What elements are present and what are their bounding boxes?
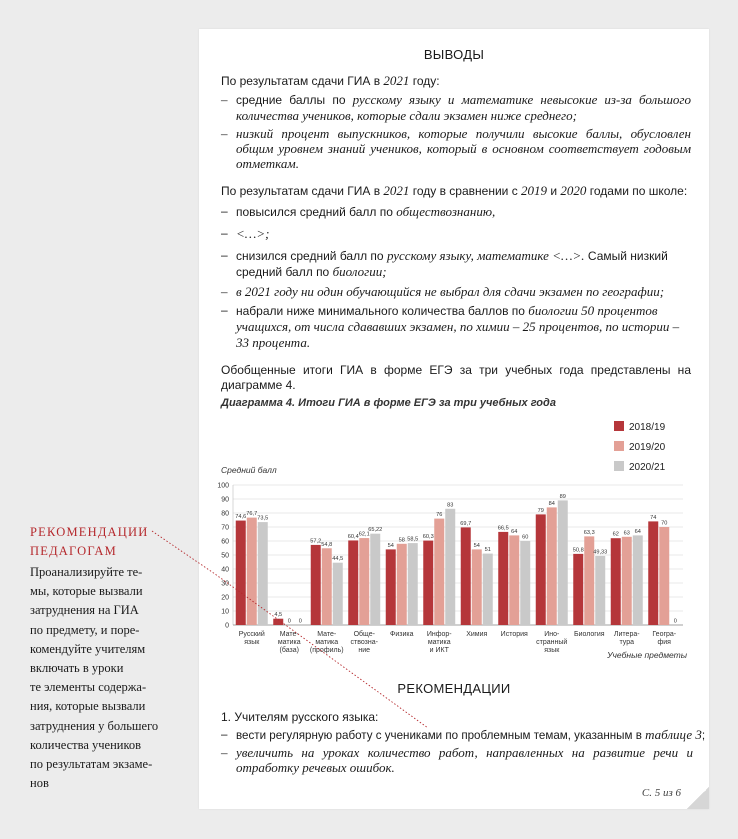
conclusions-summary: Обобщенные итоги ГИА в форме ЕГЭ за три учебных года представлены на диаграмме 4. <box>221 363 691 392</box>
data-label: 51 <box>484 547 491 554</box>
data-label: 65,22 <box>368 527 383 534</box>
y-tick-label: 60 <box>221 538 229 546</box>
intro2-p3: и <box>547 184 561 198</box>
x-tick-label: Биология <box>573 631 605 638</box>
intro1-year: 2021 <box>383 73 410 88</box>
x-tick-label: язык <box>244 639 260 646</box>
sidebar-text-line: по результатам экзаме- <box>30 757 153 772</box>
bar <box>472 549 482 625</box>
bar <box>247 518 257 625</box>
y-tick-label: 30 <box>221 580 229 588</box>
bar <box>236 521 246 625</box>
y-tick-label: 40 <box>221 566 229 574</box>
item-italic: таблице 3 <box>645 727 702 742</box>
bar <box>558 500 568 625</box>
data-label: 69,7 <box>460 520 472 527</box>
page-fold-corner <box>687 787 709 809</box>
sidebar-text-line: мы, которые вызвали <box>30 584 143 599</box>
sidebar-title-line: ПЕДАГОГАМ <box>30 544 117 558</box>
data-label: 74 <box>650 514 657 521</box>
x-tick-label: странный <box>536 639 568 646</box>
legend-label: 2020/21 <box>629 462 666 473</box>
legend-label: 2019/20 <box>629 442 666 453</box>
intro2-p2: году в сравнении с <box>409 184 522 198</box>
x-tick-label: фия <box>657 639 671 646</box>
data-label: 54 <box>473 542 480 549</box>
list-item <box>221 303 691 351</box>
y-tick-label: 70 <box>221 524 229 532</box>
item-pre: набрали ниже минимального количества баллов по <box>236 304 529 318</box>
recommendations-block <box>221 710 706 775</box>
x-tick-label: матика <box>277 639 301 646</box>
bar <box>595 556 605 625</box>
legend-label: 2018/19 <box>629 422 666 433</box>
bar <box>322 548 332 625</box>
x-tick-label: тура <box>619 639 634 646</box>
list-item <box>221 248 691 280</box>
data-label: 63 <box>623 530 630 537</box>
intro2-y2: 2019 <box>521 183 548 198</box>
list-item <box>221 226 691 242</box>
chart-caption: Диаграмма 4. Итоги ГИА в форме ЕГЭ за три учебных года <box>221 397 556 409</box>
sidebar-text-line: по предмету, и поре- <box>30 622 140 637</box>
bar <box>622 537 632 625</box>
y-axis-label: Средний балл <box>221 465 277 475</box>
legend-swatch <box>614 461 624 471</box>
x-tick-label: Ино- <box>544 631 560 638</box>
data-label: 58 <box>398 537 405 544</box>
x-tick-label: Инфор- <box>426 631 452 638</box>
sidebar-text-line: комендуйте учителям <box>30 641 146 656</box>
sidebar-text-line: включать в уроки <box>30 661 124 676</box>
list-item <box>221 745 693 775</box>
legend-swatch <box>614 421 624 431</box>
conclusions-intro-2 <box>221 183 691 199</box>
item-pre: вести регулярную работу с учениками по проблемным темам, указанным в <box>236 729 646 742</box>
bar-chart <box>213 413 703 660</box>
x-tick-label: (база) <box>279 647 299 654</box>
data-label: 57,2 <box>310 538 322 545</box>
data-label: 0 <box>298 618 302 625</box>
bar <box>311 545 321 625</box>
bar <box>461 527 471 625</box>
x-tick-label: История <box>500 631 528 638</box>
bar <box>423 541 433 625</box>
recommendations-list <box>221 727 706 775</box>
bar <box>498 532 508 625</box>
x-tick-label: Русский <box>238 631 265 638</box>
data-label: 66,5 <box>497 525 509 532</box>
sidebar-text-line: затруднения у большего <box>30 718 159 733</box>
item-italic: в 2021 году ни один обучающийся не выбрал для сдачи экзамен по географии; <box>236 284 665 299</box>
bar <box>483 554 493 625</box>
bar <box>445 509 455 625</box>
x-tick-label: Геогра- <box>652 631 677 638</box>
intro1-post: году: <box>409 74 440 88</box>
y-tick-label: 90 <box>221 496 229 504</box>
x-tick-label: Мате- <box>279 631 299 638</box>
intro2-y1: 2021 <box>383 183 410 198</box>
item-italic-2: биологии; <box>332 264 387 279</box>
x-tick-label: Литера- <box>613 631 640 638</box>
bar <box>633 535 643 625</box>
bar <box>520 541 530 625</box>
conclusions-list-2 <box>221 204 691 351</box>
legend-swatch <box>614 441 624 451</box>
sidebar-text <box>30 563 180 793</box>
item-italic: обществознанию, <box>396 204 496 219</box>
bar <box>408 543 418 625</box>
item-pre: снизился средний балл по <box>236 249 387 263</box>
x-axis-label: Учебные предметы <box>607 650 687 660</box>
data-label: 84 <box>548 500 555 507</box>
page-counter: С. 5 из 6 <box>641 787 681 799</box>
data-label: 64 <box>634 528 641 535</box>
bar <box>547 507 557 625</box>
data-label: 76,7 <box>246 511 258 518</box>
sidebar-text-line: нов <box>30 776 49 791</box>
x-tick-label: Химия <box>466 631 488 638</box>
data-label: 79 <box>537 507 544 514</box>
conclusions-list-1 <box>221 92 691 171</box>
bar <box>348 540 358 625</box>
sidebar-title <box>30 523 180 561</box>
data-label: 0 <box>673 618 677 625</box>
data-label: 83 <box>447 502 454 509</box>
conclusions-block <box>221 73 691 393</box>
bar <box>258 522 268 625</box>
bar <box>397 544 407 625</box>
bar <box>359 538 369 625</box>
list-item <box>221 92 691 123</box>
intro2-p1: По результатам сдачи ГИА в <box>221 184 384 198</box>
y-tick-label: 10 <box>221 608 229 616</box>
data-label: 60,4 <box>347 533 359 540</box>
item-italic: низкий процент выпускников, которые получили высокие баллы, обусловлен общим уровнем знаний учеников, который в основном соответствует годовым отметкам. <box>236 126 691 171</box>
item-italic: <…>; <box>236 226 270 241</box>
bar <box>648 521 658 625</box>
item-italic: русскому языку и математике невысокие из-за большого количества учеников, которые сдали экзамен ниже среднего; <box>236 92 691 123</box>
document-page <box>199 29 709 809</box>
data-label: 73,5 <box>257 515 269 522</box>
data-label: 70 <box>661 520 668 527</box>
bar <box>536 514 546 625</box>
x-tick-label: матика <box>427 639 451 646</box>
x-tick-label: Мате- <box>317 631 337 638</box>
data-label: 54,8 <box>321 541 333 548</box>
item-pre: средние баллы по <box>236 93 353 107</box>
data-label: 0 <box>287 618 291 625</box>
bar <box>386 549 396 625</box>
sidebar-text-line: затруднения на ГИА <box>30 603 139 618</box>
bar <box>659 527 669 625</box>
x-tick-label: Физика <box>390 631 414 638</box>
sidebar-text-line: Проанализируйте те- <box>30 565 143 579</box>
bar <box>333 563 343 625</box>
item-italic: биологии 50 процентов учащихся, от числа сдававших экзамен, по химии – 25 процентов, по истории – 33 процента. <box>236 303 680 350</box>
y-tick-label: 0 <box>225 622 229 630</box>
intro2-y3: 2020 <box>560 183 587 198</box>
bar <box>434 519 444 625</box>
x-tick-label: Обще- <box>353 631 375 638</box>
data-label: 62,1 <box>358 531 370 538</box>
data-label: 50,8 <box>572 547 584 554</box>
sidebar-text-line: количества учеников <box>30 737 142 752</box>
data-label: 63,3 <box>583 529 595 536</box>
data-label: 60 <box>522 534 529 541</box>
data-label: 60,3 <box>422 534 434 541</box>
x-tick-label: и ИКТ <box>429 647 449 654</box>
list-item <box>221 126 691 171</box>
sidebar-text-line: те элементы содержа- <box>30 680 147 695</box>
item-pre: повысился средний балл по <box>236 205 397 219</box>
sidebar-note <box>30 523 180 793</box>
data-label: 4,5 <box>274 612 283 619</box>
recommendations-heading: РЕКОМЕНДАЦИИ <box>397 681 511 696</box>
item-italic: увеличить на уроках количество работ, направленных на развитие речи и отработку речевых ошибок. <box>236 745 693 775</box>
intro1-pre: По результатам сдачи ГИА в <box>221 74 384 88</box>
y-tick-label: 50 <box>221 552 229 560</box>
item-italic: русскому языку, математике <…>. <box>386 248 585 263</box>
y-tick-label: 20 <box>221 594 229 602</box>
bar <box>509 535 519 625</box>
bar <box>273 619 283 625</box>
list-item <box>221 727 706 743</box>
data-label: 44,5 <box>332 556 344 563</box>
data-label: 54 <box>387 542 394 549</box>
conclusions-intro-1 <box>221 73 691 89</box>
x-tick-label: (профиль) <box>309 647 344 654</box>
item-post: Самый низкий средний балл по <box>236 249 668 279</box>
x-tick-label: матика <box>315 639 339 646</box>
data-label: 58,5 <box>407 536 419 543</box>
y-tick-label: 100 <box>217 482 229 490</box>
data-label: 62 <box>612 531 619 538</box>
recommendation-item-title: 1. Учителям русского языка: <box>221 710 379 724</box>
data-label: 64 <box>511 528 518 535</box>
data-label: 76 <box>436 512 443 519</box>
list-item <box>221 204 691 220</box>
list-item <box>221 284 691 299</box>
data-label: 74,6 <box>235 514 247 521</box>
sidebar-title-line: РЕКОМЕНДАЦИИ <box>30 525 149 539</box>
item-post: ; <box>701 729 706 742</box>
bar <box>573 554 583 625</box>
sidebar-text-line: ния, которые вызвали <box>30 699 146 714</box>
x-tick-label: ствозна- <box>350 639 378 646</box>
x-tick-label: язык <box>544 647 560 654</box>
y-tick-label: 80 <box>221 510 229 518</box>
intro2-p4: годами по школе: <box>586 184 688 198</box>
bar <box>611 538 621 625</box>
data-label: 49,33 <box>593 549 608 556</box>
conclusions-heading: ВЫВОДЫ <box>423 47 485 62</box>
x-tick-label: ние <box>358 647 371 654</box>
bar <box>370 534 380 625</box>
data-label: 89 <box>559 493 566 500</box>
